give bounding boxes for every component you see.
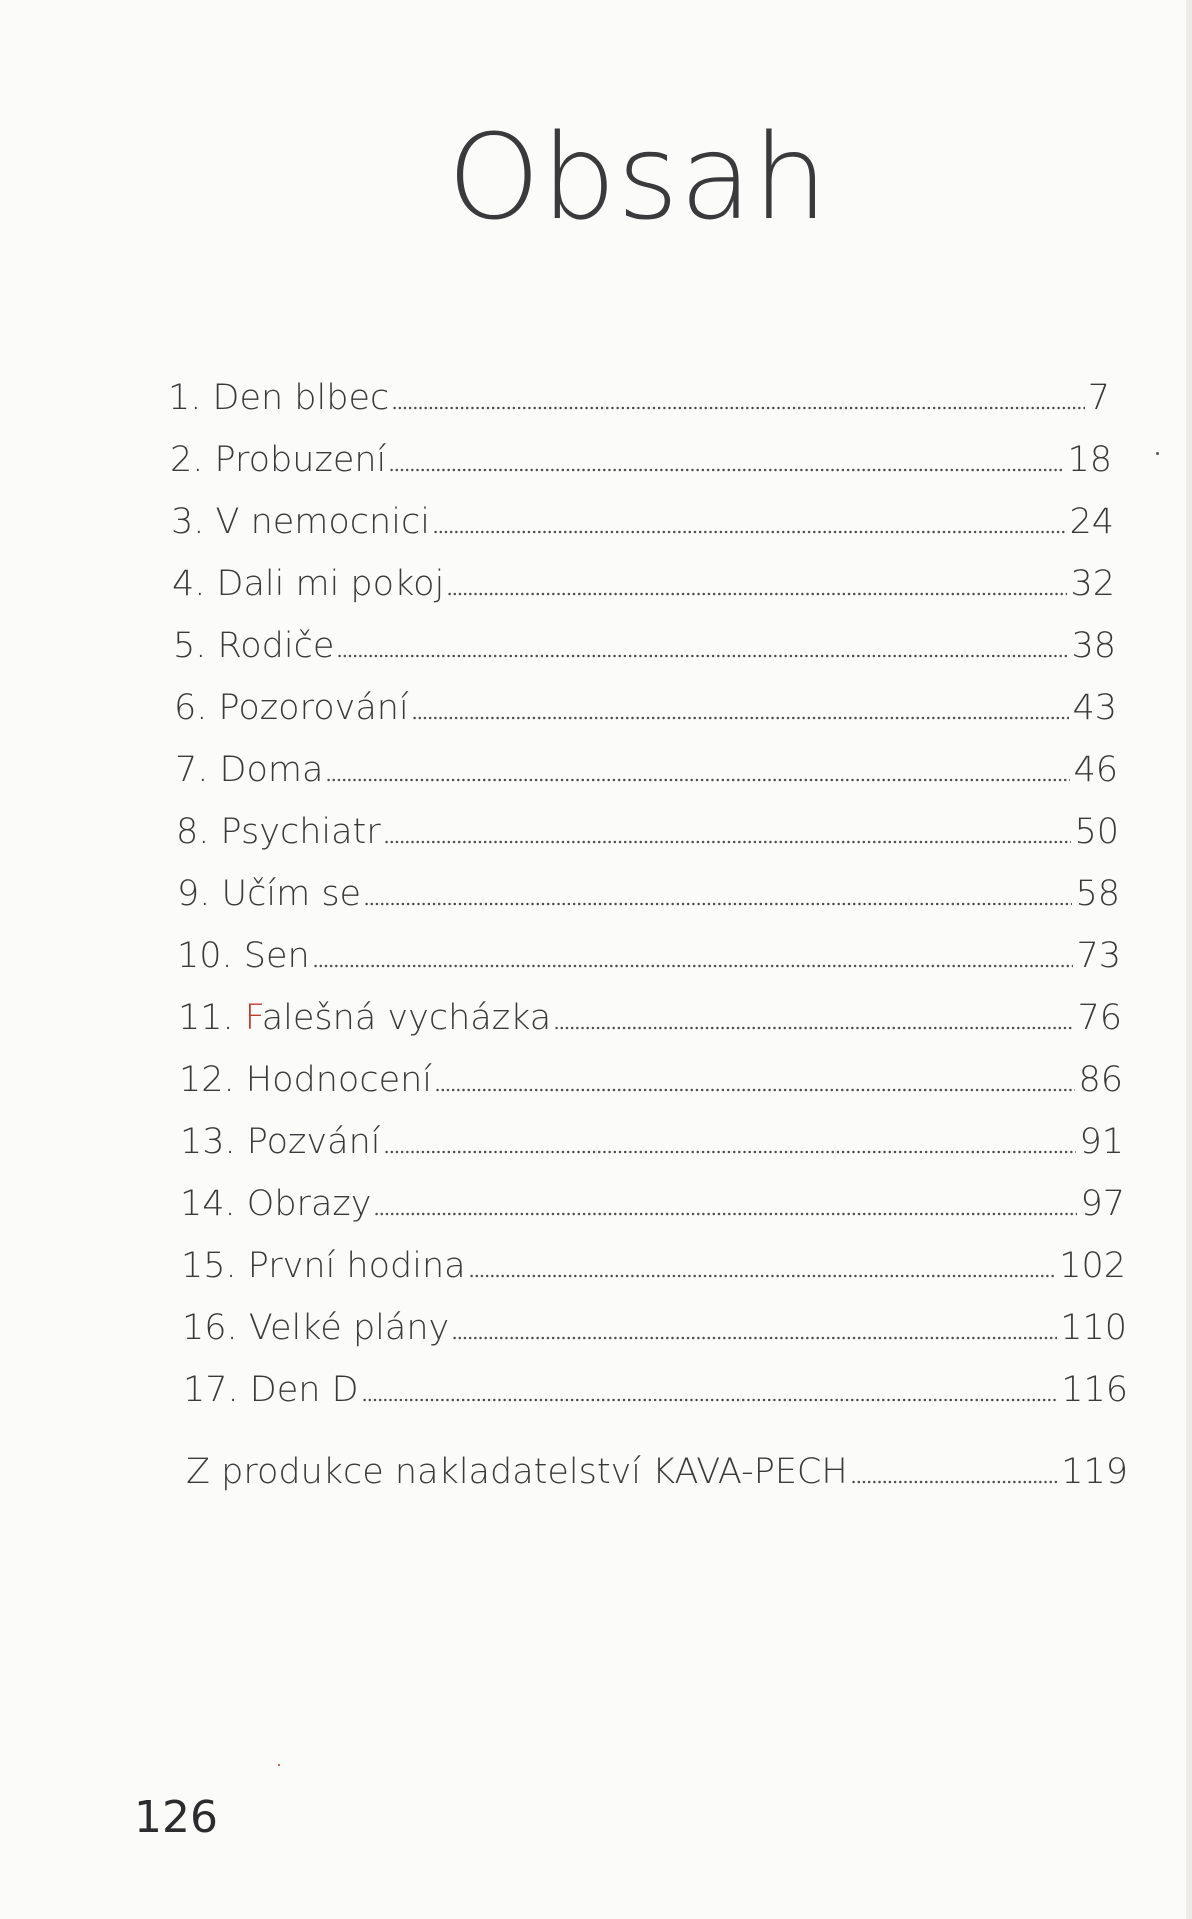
toc-leader-dots [337, 652, 1068, 660]
toc-leader-dots [313, 962, 1074, 970]
toc-entry-page: 18 [1067, 440, 1112, 480]
toc-entry-page: 7 [1087, 378, 1110, 418]
paper-speck [1156, 452, 1159, 455]
toc-entry-page: 73 [1076, 936, 1121, 976]
toc-entry [172, 558, 1115, 610]
toc-entry-page: 86 [1078, 1060, 1123, 1100]
toc-entry-page: 24 [1069, 502, 1114, 542]
toc-leader-dots [389, 466, 1064, 474]
toc-entry-page: 58 [1075, 874, 1120, 914]
toc-entry [178, 992, 1122, 1044]
toc-entry-title: 10. Sen [177, 936, 310, 976]
toc-entry-title: 2. Probuzení [170, 440, 387, 480]
toc-leader-dots [384, 1148, 1077, 1156]
toc-leader-dots [364, 900, 1072, 908]
toc-entry [174, 682, 1117, 734]
toc-leader-dots [412, 714, 1070, 722]
toc-entry [181, 1240, 1126, 1292]
toc-entry [176, 806, 1119, 858]
toc-leader-dots [469, 1272, 1057, 1280]
toc-leader-dots [362, 1396, 1059, 1404]
toc-entry-title: 1. Den blbec [168, 378, 390, 418]
toc-entry [175, 744, 1118, 796]
toc-entry-page: 91 [1079, 1122, 1124, 1162]
toc-entry [171, 496, 1114, 548]
toc-entry [180, 1116, 1124, 1168]
toc-leader-dots [447, 590, 1067, 598]
toc-entry-title: 5. Rodiče [173, 626, 335, 666]
toc-entry-title: 13. Pozvání [180, 1122, 381, 1162]
toc-entry [177, 930, 1121, 982]
toc-entry-page: 116 [1061, 1370, 1128, 1410]
toc-appendix-entry [186, 1446, 1128, 1498]
toc-entry-title: 6. Pozorování [174, 688, 409, 728]
toc-entry-title: 4. Dali mi pokoj [172, 564, 445, 604]
toc-entry-page: 32 [1070, 564, 1115, 604]
toc-entry [180, 1178, 1125, 1230]
toc-entry-page: 102 [1059, 1246, 1126, 1286]
paper-speck [278, 1764, 280, 1766]
toc-entry-title: 12. Hodnocení [179, 1060, 433, 1100]
toc-leader-dots [452, 1334, 1057, 1342]
toc-entry-title: 16. Velké plány [182, 1308, 450, 1348]
toc-leader-dots [326, 776, 1070, 784]
toc-entry [179, 1054, 1123, 1106]
toc-entry-page: 46 [1073, 750, 1118, 790]
toc-entry-title-rest: alešná vycházka [261, 998, 552, 1038]
toc-entry-page: 38 [1071, 626, 1116, 666]
page-number: 126 [134, 1792, 218, 1843]
toc-entry [177, 868, 1120, 920]
toc-entry-title [178, 992, 551, 1044]
toc-leader-dots [851, 1478, 1059, 1486]
toc-entry [170, 434, 1112, 486]
toc-entry-title: Z produkce nakladatelství KAVA-PECH [186, 1452, 848, 1492]
toc-entry-page: 50 [1074, 812, 1119, 852]
toc-entry-number: 11. [178, 998, 245, 1038]
toc-leader-dots [433, 528, 1067, 536]
toc-entry-title: 3. V nemocnici [171, 502, 430, 542]
toc-entry-title: 17. Den D [183, 1370, 359, 1410]
toc-entry-page: 76 [1077, 998, 1122, 1038]
toc-entry-title: 7. Doma [175, 750, 324, 790]
toc-entry-title: 8. Psychiatr [176, 812, 381, 852]
toc-leader-dots [554, 1024, 1074, 1032]
toc-entry-title: 9. Učím se [177, 874, 362, 914]
toc-entry [183, 1364, 1128, 1416]
toc-entry [173, 620, 1116, 672]
toc-entry [182, 1302, 1127, 1354]
toc-entry-page: 110 [1060, 1308, 1127, 1348]
page-edge [1186, 0, 1192, 1919]
toc-entry-title: 15. První hodina [181, 1246, 466, 1286]
toc-leader-dots [374, 1210, 1077, 1218]
toc-entry-page: 97 [1080, 1184, 1125, 1224]
toc-entry-page: 43 [1072, 688, 1117, 728]
toc-leader-dots [392, 404, 1084, 412]
toc-leader-dots [384, 838, 1072, 846]
toc-entry-title: 14. Obrazy [180, 1184, 372, 1224]
toc-leader-dots [435, 1086, 1075, 1094]
toc-entry [168, 372, 1110, 424]
toc-entry-accent-letter: F [244, 998, 262, 1038]
page-title: Obsah [447, 108, 829, 246]
toc-entry-page: 119 [1061, 1452, 1128, 1492]
